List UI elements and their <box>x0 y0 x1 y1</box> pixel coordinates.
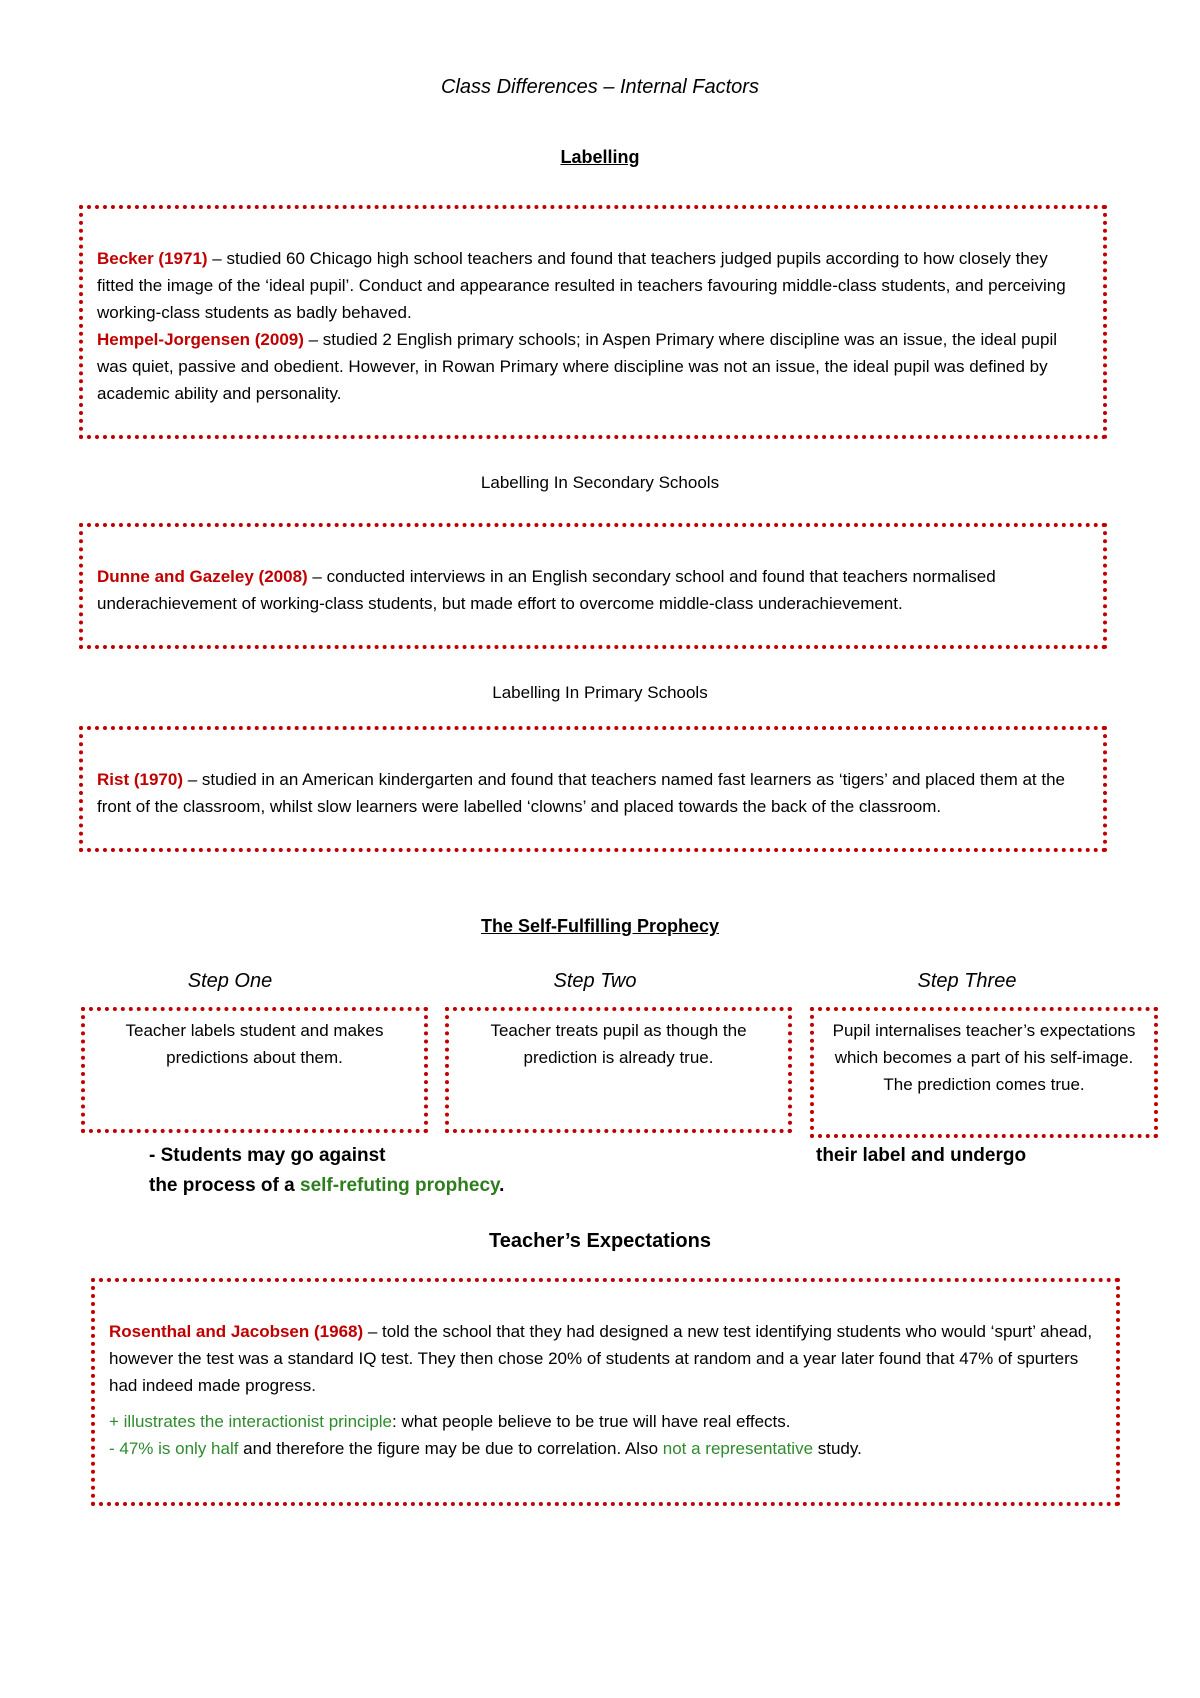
plus-paragraph <box>109 1408 1102 1435</box>
step-three-box <box>810 1007 1158 1138</box>
minus-text: and therefore the figure may be due to correlation. Also <box>238 1439 663 1458</box>
note-line-2 <box>149 1175 504 1197</box>
step-one-title: Step One <box>187 970 273 992</box>
minus-end: study. <box>813 1439 862 1458</box>
labelling-heading: Labelling <box>560 147 640 167</box>
dunne-citation: Dunne and Gazeley (2008) <box>97 567 308 586</box>
note-end: . <box>499 1175 505 1196</box>
rosenthal-text: – told the school that they had designed a new test identifying students who would ‘spurt’ ahead, however the test was a standard IQ test. They then chose 20% of students at random and a year later found that 47% of spurters had indeed made progress. <box>109 1322 1093 1395</box>
hempel-paragraph <box>97 326 1089 407</box>
rosenthal-citation: Rosenthal and Jacobsen (1968) <box>109 1322 364 1341</box>
expectations-heading: Teacher’s Expectations <box>489 1230 711 1252</box>
note-line-1a: - Students may go against <box>149 1145 386 1166</box>
prophecy-heading: The Self-Fulfilling Prophecy <box>480 916 720 936</box>
step-three-title: Step Three <box>917 970 1017 992</box>
step-two-box <box>445 1007 792 1133</box>
minus-point: - 47% is only half <box>109 1439 239 1458</box>
becker-citation: Becker (1971) <box>97 249 208 268</box>
dunne-paragraph <box>97 563 1089 617</box>
labelling-box <box>79 205 1107 439</box>
expectations-box <box>91 1278 1120 1506</box>
step-two-title: Step Two <box>553 970 637 992</box>
rist-paragraph <box>97 766 1089 820</box>
rist-citation: Rist (1970) <box>97 770 183 789</box>
note-text: the process of a <box>149 1175 300 1196</box>
hempel-citation: Hempel-Jorgensen (2009) <box>97 330 304 349</box>
becker-text: – studied 60 Chicago high school teachers and found that teachers judged pupils according to how closely they fitted the image of the ‘ideal pupil’. Conduct and appearance resulted in teachers favouring middle-class students, and perceiving working-class students as badly behaved. <box>97 249 1066 322</box>
minus-point-2: not a representative <box>662 1439 814 1458</box>
rist-text: – studied in an American kindergarten and found that teachers named fast learners as ‘tigers’ and placed them at the front of the classroom, whilst slow learners were labelled ‘clowns’ and placed towards the back of the classroom. <box>97 770 1066 816</box>
plus-text: : what people believe to be true will have real effects. <box>392 1412 791 1431</box>
page-title: Class Differences – Internal Factors <box>441 76 759 98</box>
secondary-heading: Labelling In Secondary Schools <box>480 473 720 492</box>
primary-heading: Labelling In Primary Schools <box>492 683 708 702</box>
plus-point: + illustrates the interactionist principle <box>109 1412 392 1431</box>
minus-paragraph <box>109 1435 1102 1462</box>
step-one-box <box>81 1007 428 1133</box>
primary-box <box>79 726 1107 852</box>
step-one-text: Teacher labels student and makes predictions about them. <box>125 1021 384 1067</box>
secondary-box <box>79 523 1107 649</box>
becker-paragraph <box>97 245 1089 326</box>
dunne-text: – conducted interviews in an English secondary school and found that teachers normalised underachievement of working-class students, but made effort to overcome middle-class underachievement. <box>97 567 996 613</box>
note-line-1b: their label and undergo <box>816 1145 1027 1166</box>
step-two-text: Teacher treats pupil as though the prediction is already true. <box>490 1021 747 1067</box>
step-three-text: Pupil internalises teacher’s expectations which becomes a part of his self-image. The prediction comes true. <box>832 1021 1136 1094</box>
rosenthal-paragraph <box>109 1318 1102 1399</box>
hempel-text: – studied 2 English primary schools; in Aspen Primary where discipline was an issue, the ideal pupil was quiet, passive and obedient. However, in Rowan Primary where discipline was not an issue, the ideal pupil was defined by academic ability and personality. <box>97 330 1058 403</box>
self-refuting-term: self-refuting prophecy <box>300 1175 500 1196</box>
